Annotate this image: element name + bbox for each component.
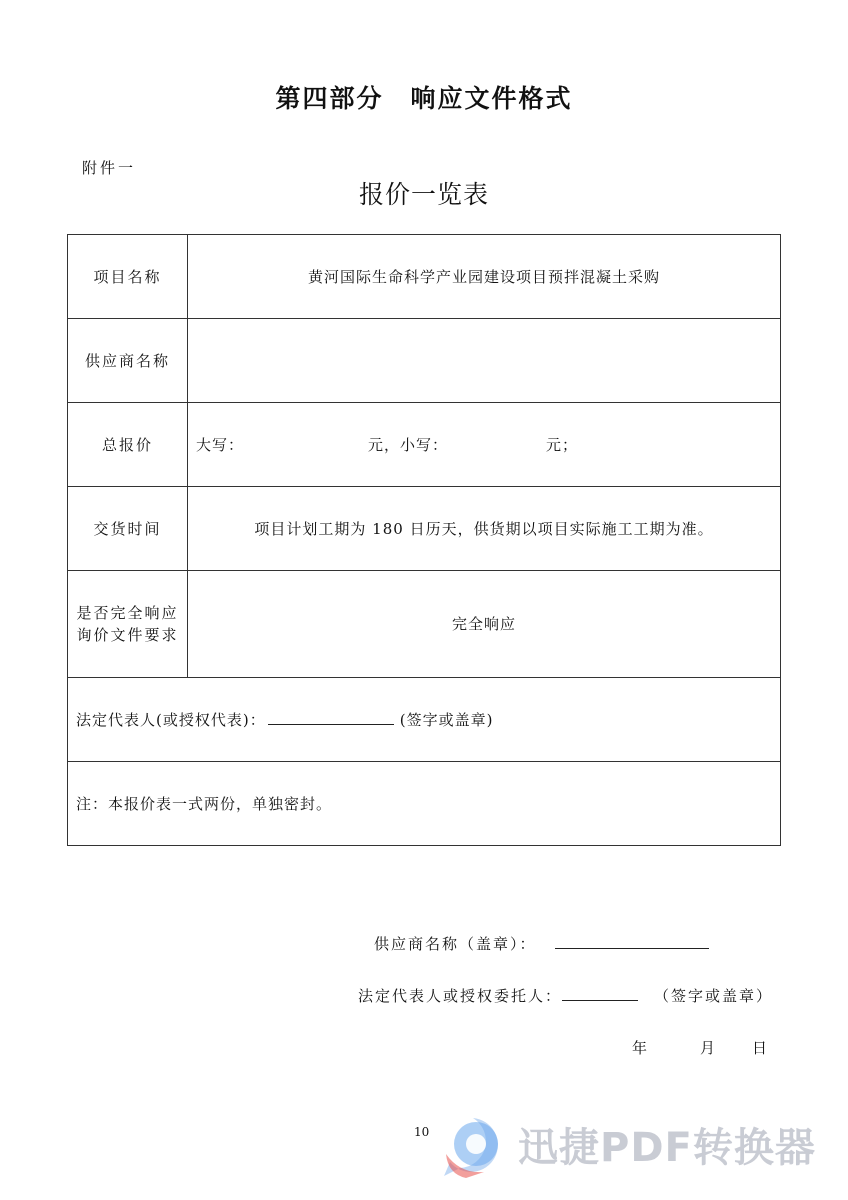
total-price-field[interactable] [188,403,781,487]
page-number: 10 [414,1125,430,1139]
legal-rep-sign-line [358,985,773,1007]
legal-rep-sign-field[interactable] [562,986,638,1001]
note-cell: 注：本报价表一式两份，单独密封。 [68,762,781,846]
table-row-supplier-name [68,319,781,403]
total-price-label: 总报价 [68,403,188,487]
legal-rep-label: 法定代表人(或授权代表)： [76,710,266,729]
uppercase-unit-label: 元，小写： [368,435,449,454]
uppercase-amount-label: 大写： [196,435,245,454]
lowercase-unit-label: 元； [546,435,579,454]
date-year: 年 [632,1039,650,1057]
delivery-time-label: 交货时间 [68,487,188,571]
response-label-line2: 询价文件要求 [76,626,179,644]
legal-rep-signature-line[interactable] [268,710,394,725]
legal-rep-sign-suffix: （签字或盖章） [654,987,774,1005]
table-row-project-name [68,235,781,319]
date-day: 日 [752,1039,770,1057]
attachment-label: 附件一 [82,159,137,177]
response-value: 完全响应 [188,571,781,678]
supplier-stamp-label: 供应商名称（盖章）： [374,935,537,953]
table-row-legal-rep [68,678,781,762]
legal-rep-suffix: (签字或盖章) [399,710,494,729]
response-label [68,571,188,678]
supplier-stamp-line [374,933,709,955]
watermark [440,1114,830,1180]
delivery-time-value: 项目计划工期为 180 日历天，供货期以项目实际施工工期为准。 [188,487,781,571]
total-price-line [196,434,780,456]
supplier-name-field[interactable] [188,319,781,403]
table-row-response [68,571,781,678]
supplier-name-label: 供应商名称 [68,319,188,403]
legal-rep-sign-label: 法定代表人或授权委托人： [358,987,563,1005]
response-label-line1: 是否完全响应 [76,604,179,622]
section-title: 第四部分 响应文件格式 [275,84,573,113]
supplier-stamp-field[interactable] [555,934,709,949]
legal-rep-cell [68,678,781,762]
quote-table [67,234,781,846]
xunjie-logo-icon [440,1114,506,1180]
date-month: 月 [700,1039,718,1057]
project-name-label: 项目名称 [68,235,188,319]
watermark-text: 迅捷PDF转换器 [518,1125,816,1171]
table-row-note [68,762,781,846]
table-row-delivery-time [68,487,781,571]
table-row-total-price [68,403,781,487]
form-title: 报价一览表 [358,180,489,209]
project-name-value: 黄河国际生命科学产业园建设项目预拌混凝土采购 [188,235,781,319]
